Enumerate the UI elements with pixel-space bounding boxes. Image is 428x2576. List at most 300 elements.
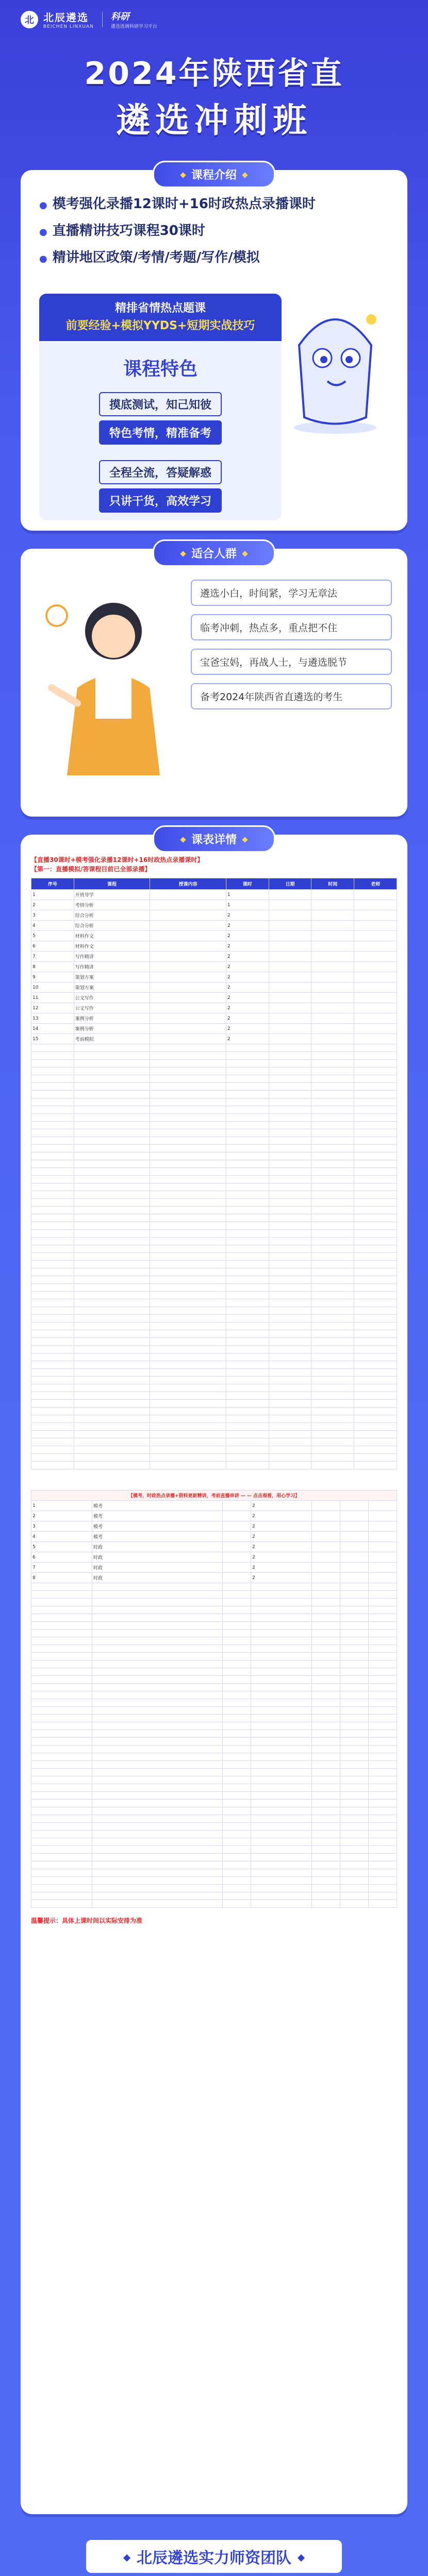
table-cell — [354, 1369, 397, 1377]
table-header-cell: 授课内容 — [150, 878, 226, 890]
table-row — [31, 1106, 397, 1114]
table-cell — [31, 1160, 74, 1168]
table-cell — [311, 1807, 340, 1815]
table-cell — [92, 1591, 222, 1599]
table-cell — [226, 1276, 269, 1284]
table-cell: 模考 — [92, 1501, 222, 1511]
table-cell — [269, 1060, 311, 1067]
table-cell — [226, 1253, 269, 1261]
table-cell: 2 — [226, 921, 269, 931]
table-cell — [311, 1815, 340, 1823]
table-row — [31, 1091, 397, 1098]
table-cell — [31, 1145, 74, 1153]
table-cell — [223, 1753, 251, 1761]
table-cell — [31, 1137, 74, 1145]
table-cell — [311, 1591, 340, 1599]
table-cell — [226, 1353, 269, 1361]
table-cell — [92, 1653, 222, 1660]
table-cell — [226, 1423, 269, 1431]
table-cell — [150, 1183, 226, 1191]
table-cell — [368, 1815, 397, 1823]
table-cell: 模考 — [92, 1511, 222, 1521]
table-cell: 2 — [226, 1024, 269, 1034]
table-row — [31, 1400, 397, 1408]
table-cell — [311, 1199, 354, 1207]
table-row — [31, 1854, 397, 1861]
table-cell — [150, 1400, 226, 1408]
table-cell — [311, 1454, 354, 1462]
table-cell — [226, 1122, 269, 1129]
table-cell — [31, 1691, 92, 1699]
table-cell — [92, 1807, 222, 1815]
table-cell — [74, 1338, 150, 1346]
table-cell — [150, 1098, 226, 1106]
feature-pill: 只讲干货，高效学习 — [99, 488, 222, 513]
table-cell — [226, 1098, 269, 1106]
table-cell — [31, 1854, 92, 1861]
table-cell — [150, 1168, 226, 1176]
table-cell — [150, 1361, 226, 1369]
table-cell — [368, 1532, 397, 1542]
table-cell: 8 — [31, 962, 74, 972]
table-cell — [311, 1091, 354, 1098]
table-cell — [354, 1214, 397, 1222]
table-cell — [269, 1431, 311, 1438]
table-cell — [251, 1668, 311, 1676]
table-cell — [226, 1299, 269, 1307]
table-cell — [368, 1715, 397, 1722]
table-cell — [150, 972, 226, 982]
table-cell: 策划方案 — [74, 982, 150, 993]
table-cell: 2 — [226, 910, 269, 921]
table-cell — [251, 1699, 311, 1707]
table-cell — [150, 1052, 226, 1060]
table-cell — [269, 1075, 311, 1083]
table-cell — [354, 1160, 397, 1168]
table-cell — [311, 1024, 354, 1034]
table-cell — [226, 1330, 269, 1338]
table-row — [31, 1738, 397, 1745]
table-cell — [354, 1024, 397, 1034]
table-cell — [311, 1776, 340, 1784]
table-cell — [150, 1338, 226, 1346]
table-cell — [340, 1892, 368, 1900]
table-cell: 1 — [31, 890, 74, 900]
table-cell — [368, 1501, 397, 1511]
table-cell — [311, 1831, 340, 1838]
table-cell — [226, 1438, 269, 1446]
table-cell — [92, 1792, 222, 1800]
table-cell — [150, 1446, 226, 1454]
table-cell — [311, 1137, 354, 1145]
table-cell — [226, 1091, 269, 1098]
table-cell — [311, 1106, 354, 1114]
table-cell — [354, 1438, 397, 1446]
table-cell: 2 — [251, 1552, 311, 1563]
table-cell — [354, 1145, 397, 1153]
table-cell — [251, 1745, 311, 1753]
table-cell — [354, 1268, 397, 1276]
table-cell — [340, 1753, 368, 1761]
table-cell — [74, 1168, 150, 1176]
table-cell — [354, 1400, 397, 1408]
table-cell — [31, 1722, 92, 1730]
table-cell — [311, 1854, 340, 1861]
table-cell — [340, 1699, 368, 1707]
table-cell — [340, 1691, 368, 1699]
table-cell — [269, 972, 311, 982]
table-cell — [226, 1446, 269, 1454]
table-cell — [223, 1869, 251, 1877]
table-cell — [223, 1838, 251, 1846]
table-cell — [92, 1707, 222, 1715]
table-cell — [74, 1075, 150, 1083]
table-cell — [311, 1323, 354, 1330]
table-cell — [92, 1630, 222, 1637]
table-cell — [92, 1761, 222, 1769]
table-cell — [269, 1292, 311, 1299]
table-cell — [31, 1353, 74, 1361]
table-cell — [92, 1691, 222, 1699]
table-cell — [226, 1261, 269, 1268]
table-cell — [223, 1676, 251, 1684]
table-cell — [226, 1400, 269, 1408]
table-cell — [74, 1377, 150, 1384]
table-cell — [31, 1261, 74, 1268]
table-cell — [311, 1691, 340, 1699]
table-cell — [311, 1846, 340, 1854]
table-cell — [368, 1823, 397, 1831]
table-row — [31, 1707, 397, 1715]
table-row — [31, 1060, 397, 1067]
brand-subtitle: BEICHEN LINXUAN — [43, 24, 94, 29]
table-row — [31, 1191, 397, 1199]
intro-item: ● 模考强化录播12课时+16时政热点录播课时 — [39, 191, 389, 217]
table-cell — [368, 1831, 397, 1838]
table-cell — [31, 1684, 92, 1691]
table-cell: 2 — [31, 1511, 92, 1521]
table-cell — [269, 1377, 311, 1384]
table-row — [31, 1552, 397, 1563]
table-cell — [92, 1676, 222, 1684]
table-cell — [150, 1369, 226, 1377]
table-cell — [251, 1715, 311, 1722]
table-cell — [269, 1024, 311, 1034]
table-cell — [150, 1024, 226, 1034]
table-cell — [150, 1238, 226, 1245]
table-cell — [340, 1745, 368, 1753]
header — [0, 0, 428, 155]
table-cell — [311, 1715, 340, 1722]
table-cell — [269, 1230, 311, 1238]
table-cell — [354, 1052, 397, 1060]
table-cell — [368, 1784, 397, 1792]
table-cell — [150, 1454, 226, 1462]
table-row — [31, 1160, 397, 1168]
feature-box — [39, 294, 282, 520]
table-header-cell: 时间 — [311, 878, 354, 890]
table-row — [31, 1431, 397, 1438]
schedule-notice: 【直播30课时+模考强化录播12课时+16时政热点录播课时】 — [31, 856, 204, 863]
table-cell — [340, 1614, 368, 1622]
table-cell — [354, 1168, 397, 1176]
table-cell — [311, 1563, 340, 1573]
table-cell — [226, 1153, 269, 1160]
table-cell — [31, 1676, 92, 1684]
table-cell: 12 — [31, 1003, 74, 1013]
table-cell — [31, 1408, 74, 1415]
table-header-cell: 日期 — [269, 878, 311, 890]
table-row — [31, 1323, 397, 1330]
table-cell — [354, 1415, 397, 1423]
table-cell — [223, 1542, 251, 1552]
table-cell — [74, 1292, 150, 1299]
table-cell — [150, 1438, 226, 1446]
table-cell — [223, 1653, 251, 1660]
table-cell — [251, 1807, 311, 1815]
table-cell — [150, 1276, 226, 1284]
table-cell — [92, 1800, 222, 1807]
table-header-cell: 课程 — [74, 878, 150, 890]
table-cell: 2 — [226, 962, 269, 972]
table-cell — [31, 1199, 74, 1207]
table-cell — [311, 1622, 340, 1630]
table-row — [31, 1299, 397, 1307]
section-tag-audience: 适合人群 — [153, 539, 275, 567]
table-cell — [269, 1222, 311, 1230]
table-cell — [251, 1900, 311, 1908]
table-cell — [31, 1776, 92, 1784]
table-row — [31, 1253, 397, 1261]
table-row — [31, 1129, 397, 1137]
table-cell — [354, 1137, 397, 1145]
table-cell — [368, 1722, 397, 1730]
table-row — [31, 1307, 397, 1315]
table-cell — [311, 1501, 340, 1511]
table-cell: 2 — [226, 1013, 269, 1024]
table-cell — [354, 1446, 397, 1454]
page-title-line1: 2024年陕西省直 — [84, 56, 344, 92]
table-cell — [269, 1384, 311, 1392]
table-cell — [223, 1521, 251, 1532]
table-cell — [311, 931, 354, 941]
table-cell — [74, 1214, 150, 1222]
table-row — [31, 1268, 397, 1276]
table-cell — [311, 993, 354, 1003]
table-cell — [150, 910, 226, 921]
table-cell — [74, 1400, 150, 1408]
table-cell — [31, 1222, 74, 1230]
table-cell — [226, 1284, 269, 1292]
table-cell — [150, 1253, 226, 1261]
table-cell — [31, 1769, 92, 1776]
table-cell — [311, 1222, 354, 1230]
table-row — [31, 1877, 397, 1885]
table-cell — [74, 1129, 150, 1137]
table-cell — [150, 1003, 226, 1013]
table-row — [31, 1730, 397, 1738]
table-cell: 7 — [31, 952, 74, 962]
table-header-cell: 课时 — [226, 878, 269, 890]
table-cell — [354, 1034, 397, 1044]
table-cell — [150, 1384, 226, 1392]
table-cell — [92, 1869, 222, 1877]
table-cell: 11 — [31, 993, 74, 1003]
table-row — [31, 1532, 397, 1542]
table-cell — [251, 1823, 311, 1831]
table-cell — [311, 1861, 340, 1869]
table-cell — [311, 1800, 340, 1807]
table-row — [31, 1284, 397, 1292]
table-cell — [311, 1885, 340, 1892]
table-cell — [311, 1034, 354, 1044]
table-cell — [368, 1900, 397, 1908]
table-row — [31, 1815, 397, 1823]
table-row — [31, 1668, 397, 1676]
table-cell — [150, 1199, 226, 1207]
brand — [21, 9, 157, 29]
table-cell — [340, 1630, 368, 1637]
table-cell — [31, 1129, 74, 1137]
table-cell — [311, 1599, 340, 1606]
table-cell — [74, 1307, 150, 1315]
table-cell — [269, 993, 311, 1003]
audience-item: 宝爸宝妈，再战人士，与遴选脱节 — [191, 649, 392, 675]
table-cell — [340, 1900, 368, 1908]
table-cell — [223, 1684, 251, 1691]
table-cell — [311, 1191, 354, 1199]
table-cell: 4 — [31, 1532, 92, 1542]
table-cell — [340, 1854, 368, 1861]
table-row — [31, 1423, 397, 1431]
schedule-table-b — [31, 1490, 397, 1908]
table-cell — [31, 1067, 74, 1075]
table-cell — [311, 1552, 340, 1563]
table-cell — [354, 1261, 397, 1268]
table-cell — [311, 1261, 354, 1268]
table-cell — [269, 1361, 311, 1369]
table-row — [31, 1137, 397, 1145]
table-cell — [251, 1722, 311, 1730]
table-row — [31, 993, 397, 1003]
table-cell — [354, 931, 397, 941]
table-cell — [92, 1831, 222, 1838]
table-row — [31, 1861, 397, 1869]
table-cell — [31, 1276, 74, 1284]
table-cell — [311, 1892, 340, 1900]
table-cell — [251, 1753, 311, 1761]
table-cell — [311, 1245, 354, 1253]
table-cell — [311, 1292, 354, 1299]
feature-head: 精排省情热点题课 前要经验+模拟YYDS+短期实战技巧 — [39, 294, 282, 341]
table-cell — [31, 1423, 74, 1431]
table-cell — [150, 1153, 226, 1160]
table-cell — [226, 1431, 269, 1438]
table-cell — [31, 1207, 74, 1214]
table-cell — [311, 1369, 354, 1377]
table-cell — [251, 1614, 311, 1622]
table-cell — [74, 1299, 150, 1307]
table-cell — [31, 1307, 74, 1315]
table-cell: 2 — [226, 982, 269, 993]
table-cell — [269, 1284, 311, 1292]
table-cell — [354, 1307, 397, 1315]
table-cell — [226, 1230, 269, 1238]
table-cell — [354, 1392, 397, 1400]
table-cell — [150, 1214, 226, 1222]
table-row — [31, 962, 397, 972]
schedule-footer-note: 温馨提示：具体上课时间以实际安排为准 — [31, 1917, 143, 1924]
table-cell — [223, 1591, 251, 1599]
table-row — [31, 1599, 397, 1606]
table-cell — [226, 1392, 269, 1400]
table-cell — [311, 1114, 354, 1122]
table-cell — [269, 1034, 311, 1044]
table-cell — [92, 1846, 222, 1854]
table-cell — [340, 1846, 368, 1854]
table-cell — [251, 1676, 311, 1684]
table-cell — [269, 1137, 311, 1145]
table-cell — [226, 1214, 269, 1222]
table-cell: 5 — [31, 1542, 92, 1552]
table-cell — [150, 1160, 226, 1168]
course-intro-section — [21, 170, 407, 531]
table-cell — [269, 952, 311, 962]
table-cell — [368, 1800, 397, 1807]
table-cell — [269, 1353, 311, 1361]
table-cell — [311, 972, 354, 982]
table-cell — [150, 1268, 226, 1276]
table-cell — [150, 1075, 226, 1083]
brand-name: 北辰遴选 — [43, 11, 89, 24]
table-cell — [92, 1699, 222, 1707]
partner-brand-subtitle: 遴选选调科研学习平台 — [110, 24, 157, 29]
table-row — [31, 1145, 397, 1153]
table-cell — [31, 1630, 92, 1637]
table-cell — [74, 1145, 150, 1153]
table-cell — [150, 1415, 226, 1423]
table-cell — [150, 1207, 226, 1214]
table-row — [31, 1653, 397, 1660]
table-cell — [74, 1423, 150, 1431]
table-cell — [269, 941, 311, 952]
table-cell — [311, 1284, 354, 1292]
table-cell — [340, 1784, 368, 1792]
table-cell — [269, 1207, 311, 1214]
table-cell: 策划方案 — [74, 972, 150, 982]
table-cell: 2 — [251, 1521, 311, 1532]
table-cell — [311, 1067, 354, 1075]
table-cell — [31, 1330, 74, 1338]
table-row — [31, 1691, 397, 1699]
table-row — [31, 1846, 397, 1854]
table-cell — [269, 1276, 311, 1284]
table-cell — [226, 1408, 269, 1415]
table-cell — [74, 1284, 150, 1292]
table-cell — [354, 1060, 397, 1067]
table-cell — [269, 1168, 311, 1176]
table-cell — [31, 1238, 74, 1245]
table-cell — [251, 1583, 311, 1591]
table-cell — [368, 1699, 397, 1707]
table-row — [31, 1583, 397, 1591]
table-cell — [269, 1044, 311, 1052]
table-cell — [31, 1446, 74, 1454]
table-cell: 案例分析 — [74, 1024, 150, 1034]
table-row — [31, 1831, 397, 1838]
table-cell — [311, 1315, 354, 1323]
table-cell — [269, 921, 311, 931]
